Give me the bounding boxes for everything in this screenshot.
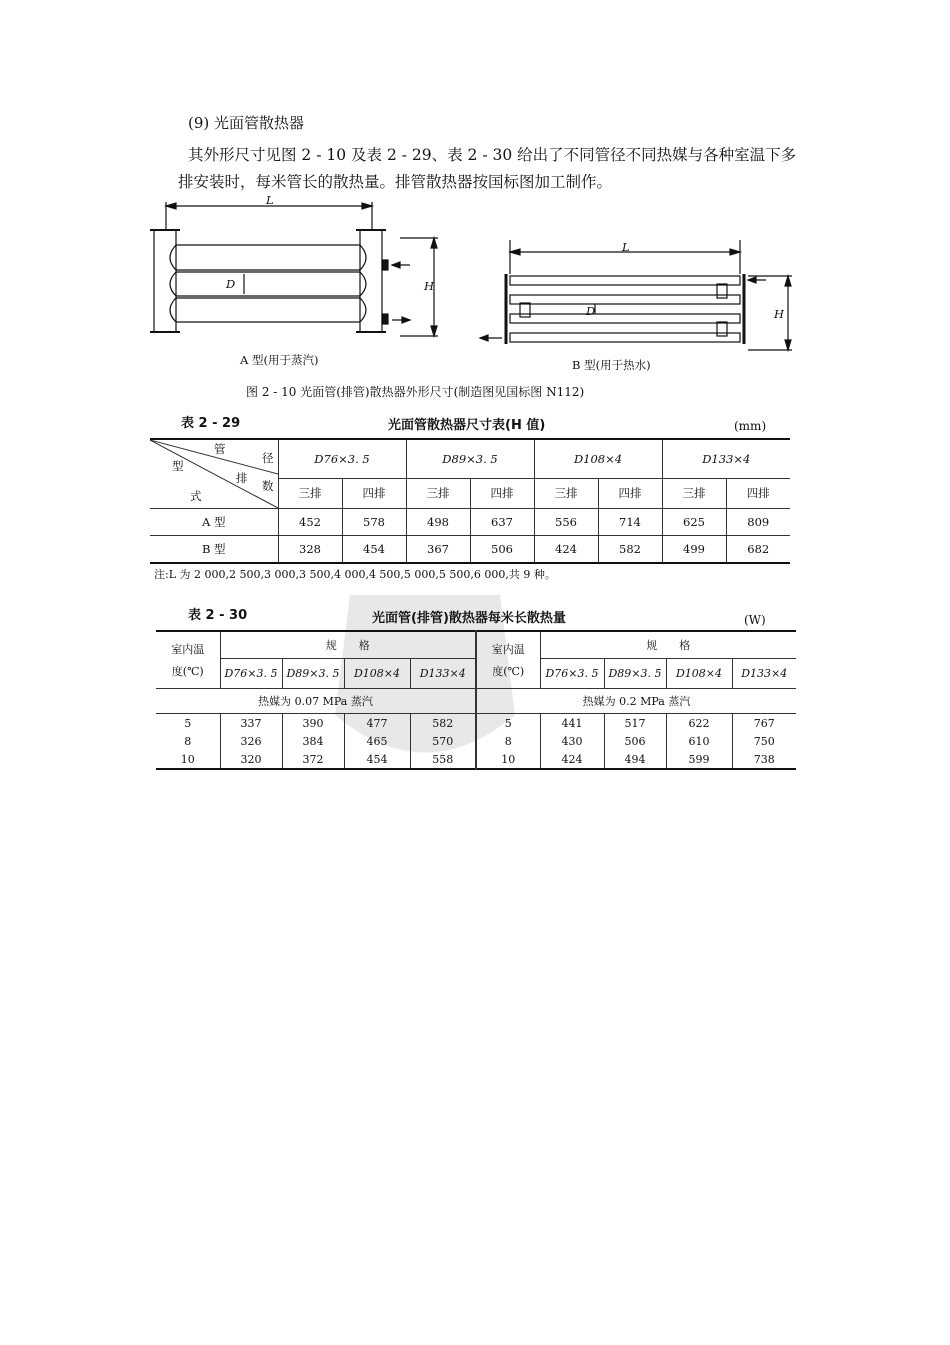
corner-jing: 径 [262, 451, 274, 465]
t30-cell: 424 [540, 750, 604, 769]
table-row [156, 750, 796, 769]
t30-medium-left: 热媒为 0.07 MPa 蒸汽 [156, 689, 476, 714]
t30-cell: 337 [220, 714, 282, 733]
table-29-title: 光面管散热器尺寸表(H 值) [388, 418, 546, 433]
t29-subhead: 四排 [598, 478, 662, 508]
dim-h-b: H [774, 307, 785, 321]
t30-diameter: D133×4 [410, 659, 476, 689]
t29-cell: 498 [406, 509, 470, 536]
t29-subhead: 三排 [278, 478, 342, 508]
t29-cell: 506 [470, 536, 534, 564]
section-heading: (9) 光面管散热器 [188, 114, 305, 132]
t30-room-temp-header-left [156, 631, 220, 689]
paragraph-line-2: 排安装时，每米管长的散热量。排管散热器按国标图加工制作。 [178, 173, 613, 191]
room-temp-label-2: 度(℃) [171, 665, 204, 678]
paragraph-line-1: 其外形尺寸见图 2 - 10 及表 2 - 29、表 2 - 30 给出了不同管径不同热媒与各种室温下多 [188, 146, 797, 164]
t29-subhead: 三排 [662, 478, 726, 508]
t30-cell: 326 [220, 732, 282, 750]
table-row [150, 536, 790, 564]
t29-subhead: 四排 [726, 478, 790, 508]
t30-cell: 465 [344, 732, 410, 750]
t30-cell: 477 [344, 714, 410, 733]
t30-cell: 750 [732, 732, 796, 750]
t29-cell: 367 [406, 536, 470, 564]
t29-cell: 809 [726, 509, 790, 536]
t30-cell: 320 [220, 750, 282, 769]
table-30-title: 光面管(排管)散热器每米长散热量 [372, 611, 566, 626]
t30-cell: 430 [540, 732, 604, 750]
type-a-drawing [150, 202, 438, 336]
t30-diameter: D108×4 [344, 659, 410, 689]
dim-l-a: L [266, 193, 274, 207]
t30-temp: 10 [476, 750, 540, 769]
table-row [150, 509, 790, 536]
t30-cell: 384 [282, 732, 344, 750]
t30-cell: 610 [666, 732, 732, 750]
t30-temp: 5 [476, 714, 540, 733]
t29-cell: 499 [662, 536, 726, 564]
t30-temp: 5 [156, 714, 220, 733]
t29-cell: 556 [534, 509, 598, 536]
t30-cell: 494 [604, 750, 666, 769]
t30-temp: 8 [476, 732, 540, 750]
table-30-unit: (W) [744, 613, 766, 627]
t30-medium-right: 热媒为 0.2 MPa 蒸汽 [476, 689, 796, 714]
type-b-drawing [480, 240, 792, 350]
t30-cell: 517 [604, 714, 666, 733]
body-paragraph [178, 142, 828, 196]
table-30 [156, 630, 796, 770]
t30-cell: 582 [410, 714, 476, 733]
t29-subhead: 四排 [470, 478, 534, 508]
t30-diameter: D76×3. 5 [220, 659, 282, 689]
t30-diameter: D76×3. 5 [540, 659, 604, 689]
table-29 [150, 438, 790, 564]
t29-cell: 328 [278, 536, 342, 564]
dim-d-b: D [586, 304, 596, 318]
t30-cell: 738 [732, 750, 796, 769]
table-29-note: 注:L 为 2 000,2 500,3 000,3 500,4 000,4 500,5 000,5 500,6 000,共 9 种。 [154, 568, 556, 581]
t29-cell: 625 [662, 509, 726, 536]
t29-cell: 454 [342, 536, 406, 564]
t29-cell: 714 [598, 509, 662, 536]
t30-diameter: D89×3. 5 [604, 659, 666, 689]
t30-cell: 454 [344, 750, 410, 769]
room-temp-label-2: 度(℃) [492, 665, 525, 678]
figure-caption: 图 2 - 10 光面管(排管)散热器外形尺寸(制造图见国标图 N112) [246, 385, 585, 399]
t30-diameter: D108×4 [666, 659, 732, 689]
t30-cell: 506 [604, 732, 666, 750]
table-29-corner-cell [150, 439, 278, 509]
t30-cell: 622 [666, 714, 732, 733]
type-a-label: A 型(用于蒸汽) [240, 353, 319, 367]
t30-diameter: D89×3. 5 [282, 659, 344, 689]
t29-diameter-1: D76×3. 5 [278, 439, 406, 478]
table-30-number: 表 2 - 30 [188, 608, 248, 623]
corner-guan: 管 [214, 442, 226, 456]
t30-cell: 390 [282, 714, 344, 733]
t29-subhead: 三排 [406, 478, 470, 508]
t30-spec-header-right: 规 格 [540, 631, 796, 659]
corner-shi: 式 [190, 489, 202, 503]
t29-cell: 578 [342, 509, 406, 536]
t30-spec-header-left: 规 格 [220, 631, 476, 659]
corner-pai: 排 [236, 471, 248, 485]
t30-temp: 10 [156, 750, 220, 769]
table-row [156, 732, 796, 750]
t30-room-temp-header-right [476, 631, 540, 689]
dim-d-a: D [226, 277, 236, 291]
t29-cell: 582 [598, 536, 662, 564]
t30-temp: 8 [156, 732, 220, 750]
t30-cell: 372 [282, 750, 344, 769]
type-b-label: B 型(用于热水) [572, 358, 651, 372]
t29-row-label: A 型 [150, 509, 278, 536]
t29-cell: 452 [278, 509, 342, 536]
t30-cell: 558 [410, 750, 476, 769]
t29-cell: 682 [726, 536, 790, 564]
room-temp-label-1: 室内温 [491, 643, 525, 656]
t29-subhead: 四排 [342, 478, 406, 508]
room-temp-label-1: 室内温 [171, 643, 205, 656]
dim-l-b: L [622, 240, 630, 254]
table-row [156, 714, 796, 733]
table-29-unit: (mm) [734, 419, 767, 433]
t30-cell: 767 [732, 714, 796, 733]
corner-xing: 型 [172, 459, 184, 473]
t30-diameter: D133×4 [732, 659, 796, 689]
t30-cell: 570 [410, 732, 476, 750]
t30-cell: 599 [666, 750, 732, 769]
t29-row-label: B 型 [150, 536, 278, 564]
t29-subhead: 三排 [534, 478, 598, 508]
t29-diameter-2: D89×3. 5 [406, 439, 534, 478]
t29-diameter-3: D108×4 [534, 439, 662, 478]
t29-cell: 424 [534, 536, 598, 564]
t29-cell: 637 [470, 509, 534, 536]
table-29-number: 表 2 - 29 [181, 416, 241, 431]
t30-cell: 441 [540, 714, 604, 733]
t29-diameter-4: D133×4 [662, 439, 790, 478]
corner-shu: 数 [262, 479, 274, 493]
dim-h-a: H [424, 279, 435, 293]
